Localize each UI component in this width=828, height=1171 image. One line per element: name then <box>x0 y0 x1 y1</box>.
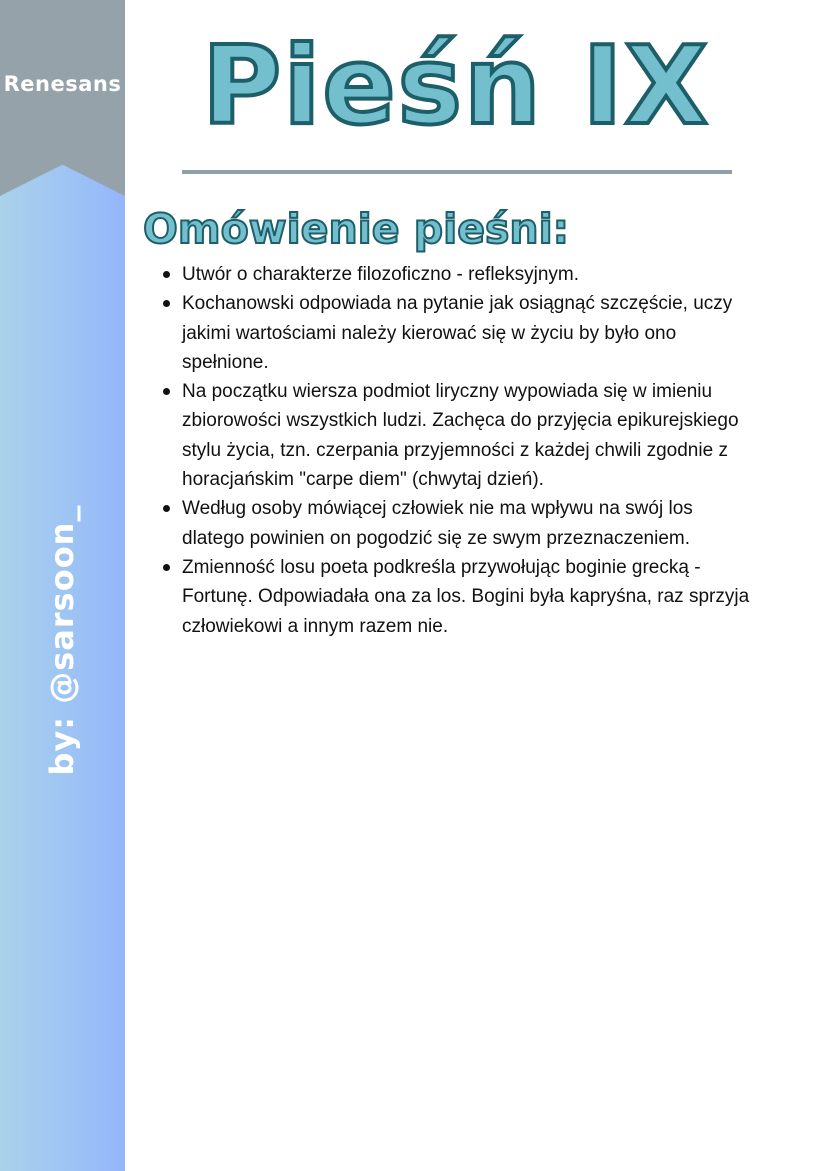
section-heading: Omówienie pieśni: <box>143 205 570 253</box>
list-item <box>160 553 760 641</box>
sidebar-header <box>0 0 125 196</box>
list-item-text: Na początku wiersza podmiot liryczny wypowiada się w imieniu zbiorowości wszystkich ludzi. Zachęca do przyjęcia epikurejskiego stylu życia, tzn. czerpania przyjemności z każdej chwili zgodnie z horacjańskim "carpe diem" (chwytaj dzień). <box>182 381 739 491</box>
list-item <box>160 260 760 289</box>
author-credit: by: @sarsoon_ <box>43 504 81 776</box>
era-label: Renesans <box>3 72 122 96</box>
bullet-icon <box>163 564 170 571</box>
list-item <box>160 494 760 553</box>
bullet-list <box>160 260 760 641</box>
list-item-text: Utwór o charakterze filozoficzno - refleksyjnym. <box>182 264 580 285</box>
list-item-text: Według osoby mówiącej człowiek nie ma wpływu na swój los dlatego powinien on pogodzić się ze swym przeznaczeniem. <box>182 498 693 549</box>
title-divider <box>182 170 732 174</box>
bullet-icon <box>163 505 170 512</box>
list-item <box>160 377 760 494</box>
bullet-icon <box>163 388 170 395</box>
bullet-icon <box>163 271 170 278</box>
page-title: Pieśń IX <box>202 24 710 149</box>
sidebar <box>0 0 125 1171</box>
list-item <box>160 289 760 377</box>
bullet-icon <box>163 300 170 307</box>
list-item-text: Kochanowski odpowiada na pytanie jak osiągnąć szczęście, uczy jakimi wartościami należy kierować się w życiu by było ono spełnione. <box>182 293 733 373</box>
list-item-text: Zmienność losu poeta podkreśla przywołując boginie grecką - Fortunę. Odpowiadała ona za los. Bogini była kapryśna, raz sprzyja człowiekowi a innym razem nie. <box>182 556 750 637</box>
